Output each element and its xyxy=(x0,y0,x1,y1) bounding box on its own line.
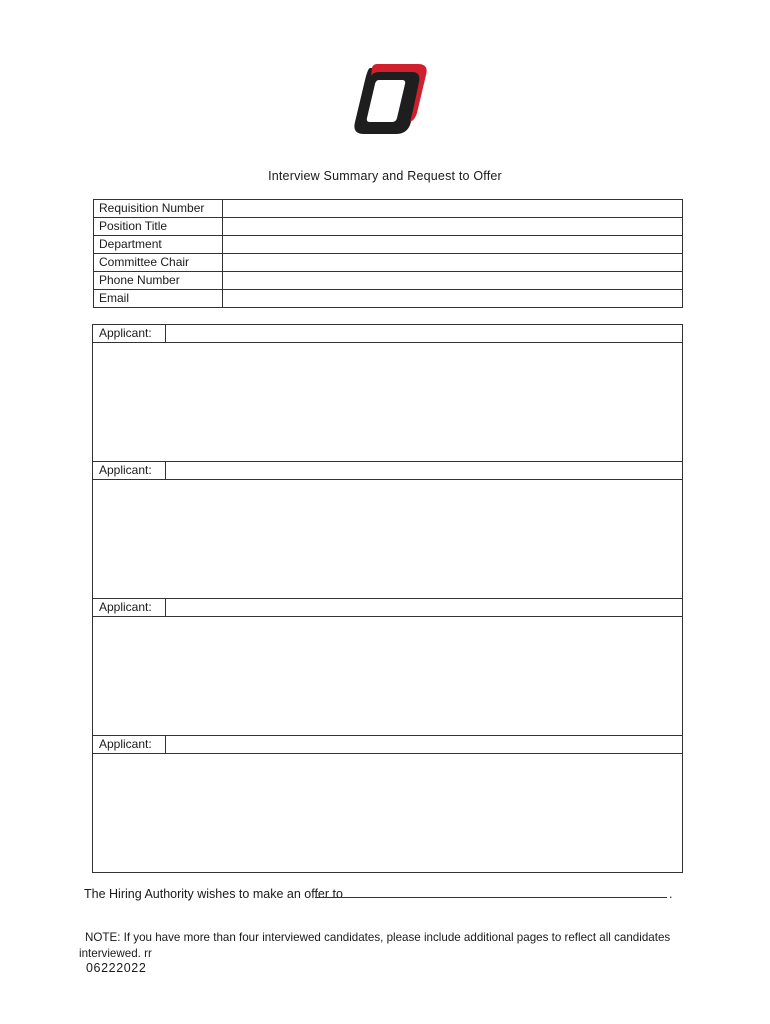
o-logo-icon xyxy=(352,62,428,136)
applicant-block-3 xyxy=(93,599,682,736)
info-row xyxy=(94,218,682,236)
requisition-number-field[interactable] xyxy=(223,200,682,217)
applicant-notes-field-4[interactable] xyxy=(93,754,682,872)
note-text xyxy=(79,930,689,962)
committee-chair-label: Committee Chair xyxy=(94,254,223,271)
offer-candidate-field[interactable] xyxy=(315,884,667,898)
info-row xyxy=(94,236,682,254)
position-info-table xyxy=(93,199,683,308)
applicant-label: Applicant: xyxy=(93,462,166,479)
info-row xyxy=(94,290,682,307)
applicant-block-2 xyxy=(93,462,682,599)
offer-period: . xyxy=(668,887,673,901)
info-row xyxy=(94,254,682,272)
department-label: Department xyxy=(94,236,223,253)
offer-statement xyxy=(84,884,672,901)
form-title: Interview Summary and Request to Offer xyxy=(268,169,502,183)
phone-number-label: Phone Number xyxy=(94,272,223,289)
applicant-name-field-3[interactable] xyxy=(166,599,682,616)
applicants-section xyxy=(92,324,683,873)
requisition-number-label: Requisition Number xyxy=(94,200,223,217)
committee-chair-field[interactable] xyxy=(223,254,682,271)
applicant-name-field-2[interactable] xyxy=(166,462,682,479)
applicant-block-1 xyxy=(93,325,682,462)
applicant-label: Applicant: xyxy=(93,599,166,616)
position-title-label: Position Title xyxy=(94,218,223,235)
applicant-name-field-1[interactable] xyxy=(166,325,682,342)
applicant-label: Applicant: xyxy=(93,736,166,753)
applicant-block-4 xyxy=(93,736,682,872)
applicant-notes-field-1[interactable] xyxy=(93,343,682,461)
applicant-name-field-4[interactable] xyxy=(166,736,682,753)
info-row xyxy=(94,200,682,218)
applicant-notes-field-2[interactable] xyxy=(93,480,682,598)
email-label: Email xyxy=(94,290,223,307)
position-title-field[interactable] xyxy=(223,218,682,235)
department-field[interactable] xyxy=(223,236,682,253)
applicant-label: Applicant: xyxy=(93,325,166,342)
applicant-notes-field-3[interactable] xyxy=(93,617,682,735)
note-body: NOTE: If you have more than four interviewed candidates, please include additional pages to reflect all candidates interviewed. rr xyxy=(79,931,671,960)
form-code: 06222022 xyxy=(86,961,147,975)
email-field[interactable] xyxy=(223,290,682,307)
offer-text: The Hiring Authority wishes to make an offer to xyxy=(84,887,343,901)
phone-number-field[interactable] xyxy=(223,272,682,289)
info-row xyxy=(94,272,682,290)
